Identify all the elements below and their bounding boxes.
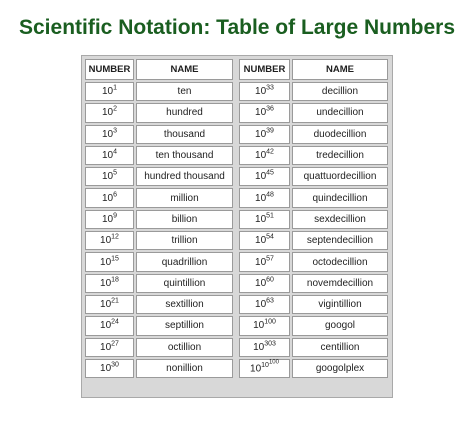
base-value: 10 (255, 277, 267, 289)
base-value: 10 (253, 320, 265, 332)
number-name-cell: undecillion (292, 103, 388, 122)
table-row (85, 316, 233, 335)
table-row (85, 103, 233, 122)
number-name-cell: ten thousand (136, 146, 233, 165)
base-value: 10 (100, 341, 112, 353)
table-row (85, 146, 233, 165)
number-name-cell: septendecillion (292, 231, 388, 250)
base-value: 10 (100, 235, 112, 247)
base-value: 10 (255, 256, 267, 268)
table-row (239, 167, 388, 186)
base-value: 10 (255, 235, 267, 247)
number-name-cell: septillion (136, 316, 233, 335)
base-value: 10 (253, 341, 265, 353)
number-name-cell: quadrillion (136, 252, 233, 271)
left-column-table (83, 57, 235, 380)
table-row (239, 188, 388, 207)
number-name-cell: quintillion (136, 274, 233, 293)
power-of-ten-cell (85, 146, 134, 165)
base-value: 10 (101, 128, 114, 140)
exponent: 18 (111, 276, 119, 284)
number-name-cell: hundred (136, 103, 233, 122)
power-of-ten-cell (85, 252, 134, 271)
large-numbers-table (81, 55, 393, 398)
exponent: 21 (111, 297, 119, 305)
number-name-cell: centillion (292, 338, 388, 357)
power-of-ten-cell (239, 274, 290, 293)
power-of-ten-cell (239, 146, 290, 165)
power-of-ten-cell (239, 125, 290, 144)
table-row (85, 188, 233, 207)
power-of-ten-cell (239, 295, 290, 314)
power-of-ten-cell (239, 103, 290, 122)
name-header: NAME (136, 59, 233, 80)
power-of-ten-cell (85, 338, 134, 357)
number-name-cell: novemdecillion (292, 274, 388, 293)
power-of-ten-cell (85, 125, 134, 144)
base-value: 10 (101, 86, 114, 98)
exponent: 54 (266, 233, 274, 241)
base-value: 10 (255, 213, 267, 225)
power-of-ten-cell (85, 274, 134, 293)
power-of-ten-cell (85, 188, 134, 207)
base-value: 10 (101, 150, 114, 162)
number-header: NUMBER (85, 59, 134, 80)
table-row (85, 82, 233, 101)
power-of-ten-cell (85, 231, 134, 250)
power-of-ten-cell (239, 231, 290, 250)
power-of-ten-cell (239, 316, 290, 335)
table-row (239, 210, 388, 229)
base-value: 10 (100, 299, 112, 311)
number-name-cell: billion (136, 210, 233, 229)
power-of-ten-cell (239, 338, 290, 357)
table-row (85, 210, 233, 229)
header-row (239, 59, 388, 80)
power-of-ten-cell (239, 210, 290, 229)
exponent: 3 (113, 127, 118, 135)
name-header: NAME (292, 59, 388, 80)
table-row (239, 82, 388, 101)
table-row (85, 125, 233, 144)
exponent (261, 359, 279, 369)
table-row (239, 252, 388, 271)
page-title: Scientific Notation: Table of Large Numbers (19, 16, 455, 39)
table-row (85, 231, 233, 250)
nested-exponent: 100 (268, 359, 279, 366)
power-of-ten-cell (239, 188, 290, 207)
exponent: 100 (264, 319, 276, 327)
exponent: 27 (111, 340, 119, 348)
exponent: 4 (113, 148, 118, 156)
table-row (85, 167, 233, 186)
number-name-cell: duodecillion (292, 125, 388, 144)
exponent: 6 (113, 191, 118, 199)
exponent: 2 (113, 106, 118, 114)
power-of-ten-cell (239, 82, 290, 101)
table-row (85, 252, 233, 271)
exponent: 30 (111, 361, 119, 369)
header-row (85, 59, 233, 80)
number-name-cell: googol (292, 316, 388, 335)
table-row (239, 125, 388, 144)
number-name-cell: quindecillion (292, 188, 388, 207)
base-value: 10 (255, 150, 267, 162)
base-value: 10 (100, 256, 112, 268)
exponent: 51 (266, 212, 274, 220)
number-name-cell: vigintillion (292, 295, 388, 314)
exponent: 57 (266, 255, 274, 263)
number-name-cell: octillion (136, 338, 233, 357)
exponent: 5 (113, 170, 118, 177)
number-name-cell: sextillion (136, 295, 233, 314)
exponent: 33 (266, 84, 274, 92)
exponent: 36 (266, 106, 274, 114)
number-header: NUMBER (239, 59, 290, 80)
power-of-ten-cell (239, 252, 290, 271)
power-of-ten-cell (85, 82, 134, 101)
right-column-table (237, 57, 390, 380)
number-name-cell: decillion (292, 82, 388, 101)
exponent: 303 (264, 340, 276, 348)
table-row (239, 146, 388, 165)
table-row (239, 338, 388, 357)
table-row (239, 295, 388, 314)
table-row (239, 316, 388, 335)
power-of-ten-cell (85, 210, 134, 229)
number-name-cell: thousand (136, 125, 233, 144)
table-row (239, 103, 388, 122)
table-row (85, 295, 233, 314)
table-row (85, 359, 233, 378)
power-of-ten-cell (85, 167, 134, 186)
power-of-ten-cell (239, 167, 290, 186)
exponent: 9 (113, 212, 118, 220)
table-row (239, 231, 388, 250)
base-value: 10 (255, 171, 267, 183)
power-of-ten-cell (85, 359, 134, 378)
exponent-base: 10 (261, 362, 269, 369)
base-value: 10 (101, 192, 114, 204)
table-row (239, 359, 388, 378)
power-of-ten-cell (85, 103, 134, 122)
number-name-cell: nonillion (136, 359, 233, 378)
table-row (85, 274, 233, 293)
number-name-cell: quattuordecillion (292, 167, 388, 186)
number-name-cell: trillion (136, 231, 233, 250)
number-name-cell: tredecillion (292, 146, 388, 165)
base-value: 10 (255, 192, 267, 204)
exponent: 39 (266, 127, 274, 135)
base-value: 10 (100, 363, 112, 374)
base-value: 10 (255, 86, 267, 98)
power-of-ten-cell (85, 295, 134, 314)
base-value: 10 (100, 277, 112, 289)
power-of-ten-cell (239, 359, 290, 378)
number-name-cell: million (136, 188, 233, 207)
number-name-cell: hundred thousand (136, 167, 233, 186)
exponent: 48 (266, 191, 274, 199)
base-value: 10 (101, 171, 114, 183)
base-value: 10 (255, 299, 267, 311)
table-row (239, 274, 388, 293)
exponent: 15 (111, 255, 119, 263)
base-value: 10 (100, 320, 112, 332)
exponent: 45 (266, 170, 274, 177)
number-name-cell: googolplex (292, 359, 388, 378)
number-name-cell: ten (136, 82, 233, 101)
base-value: 10 (101, 107, 114, 119)
table-row (85, 338, 233, 357)
base-value: 10 (255, 128, 267, 140)
exponent: 24 (111, 319, 119, 327)
exponent: 12 (111, 233, 119, 241)
number-name-cell: octodecillion (292, 252, 388, 271)
number-name-cell: sexdecillion (292, 210, 388, 229)
exponent: 60 (266, 276, 274, 284)
power-of-ten-cell (85, 316, 134, 335)
base-value: 10 (101, 213, 114, 225)
base-value: 10 (255, 107, 267, 119)
exponent: 63 (266, 297, 274, 305)
exponent: 1 (113, 84, 118, 92)
exponent: 42 (266, 148, 274, 156)
base-value: 10 (250, 363, 262, 375)
